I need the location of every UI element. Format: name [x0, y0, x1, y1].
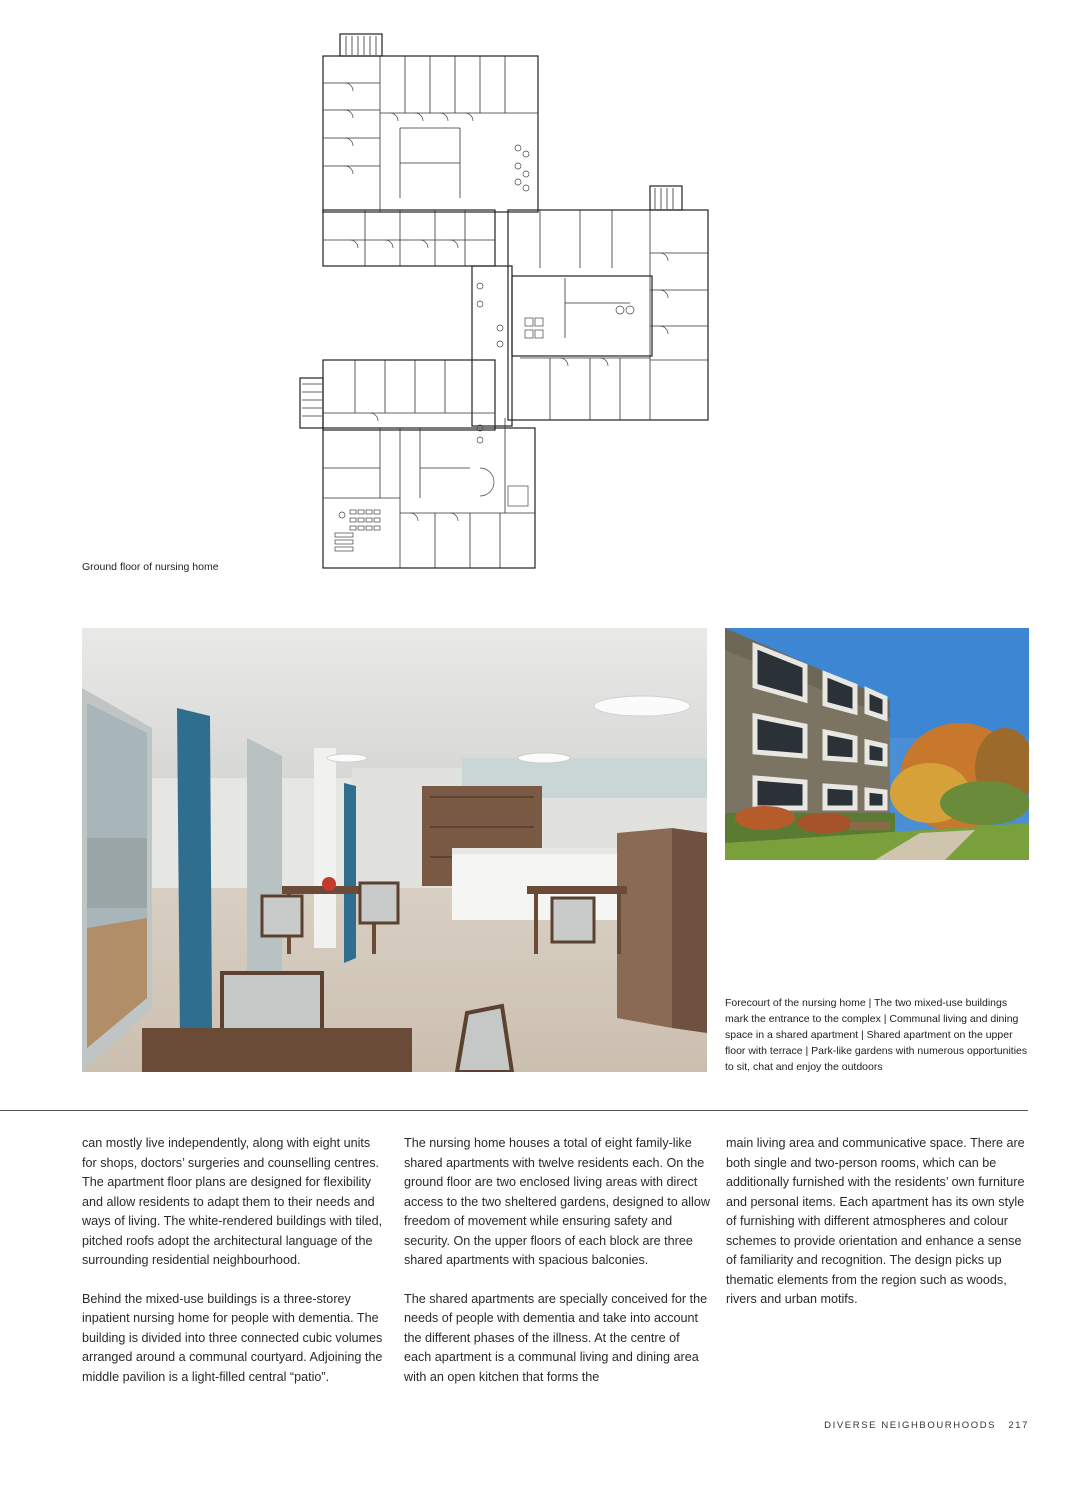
wing-north: [323, 56, 538, 212]
wing-west-upper: [323, 360, 495, 430]
page-number: 217: [1008, 1420, 1029, 1431]
text-column-1: [82, 1134, 388, 1406]
exterior-building-photo: [725, 628, 1029, 860]
paragraph: main living area and communicative space. There are both single and two-person rooms, which can be additionally furnished with the residents’ own furniture and personal items. Each apartment has its own style of furnishing with different atmospheres and colour schemes to provide orientation and enhance a sense of familiarity and recognition. The design picks up thematic elements from the region such as woods, rivers and urban motifs.: [726, 1136, 1025, 1306]
floor-plan-drawing: [290, 28, 720, 578]
patio-corridor: [472, 266, 512, 426]
text-column-2: [404, 1134, 710, 1406]
page-footer: [824, 1420, 1029, 1431]
running-section-title: DIVERSE NEIGHBOURHOODS: [824, 1420, 997, 1431]
text-column-3: [726, 1134, 1030, 1329]
photo-caption: Forecourt of the nursing home | The two mixed-use buildings mark the entrance to the complex | Communal living and dining space in a shared apartment | Shared apartment on the upper floor with terrace | Park-like gardens with numerous opportunities to sit, chat and enjoy the outdoors: [725, 997, 1028, 1073]
interior-dining-photo: [82, 628, 707, 1072]
paragraph: The shared apartments are specially conceived for the needs of people with dementia and take into account the different phases of the illness. At the centre of each apartment is a communal living and dining area with an open kitchen that forms the: [404, 1291, 708, 1384]
central-hall: [512, 276, 652, 356]
paragraph: Behind the mixed-use buildings is a three-storey inpatient nursing home for people with dementia. The building is divided into three connected cubic volumes arranged around a communal courtyard. Adjoining the middle pavilion is a light-filled central “patio”.: [82, 1291, 383, 1384]
paragraph: can mostly live independently, along with eight units for shops, doctors’ surgeries and counselling centres. The apartment floor plans are designed for flexibility and allow residents to adapt them to their needs and ways of living. The white-rendered buildings with tiled, pitched roofs adopt the architectural language of the surrounding residential neighbourhood.: [82, 1136, 383, 1267]
floor-plan-caption: Ground floor of nursing home: [82, 561, 219, 573]
paragraph: The nursing home houses a total of eight family-like shared apartments with twelve residents each. On the ground floor are two enclosed living areas with direct access to the two sheltered gardens, designed to allow freedom of movement while ensuring safety and security. On the upper floors of each block are three shared apartments with spacious balconies.: [404, 1136, 710, 1267]
divider-rule: [0, 1110, 1028, 1111]
wing-east: [508, 210, 708, 420]
